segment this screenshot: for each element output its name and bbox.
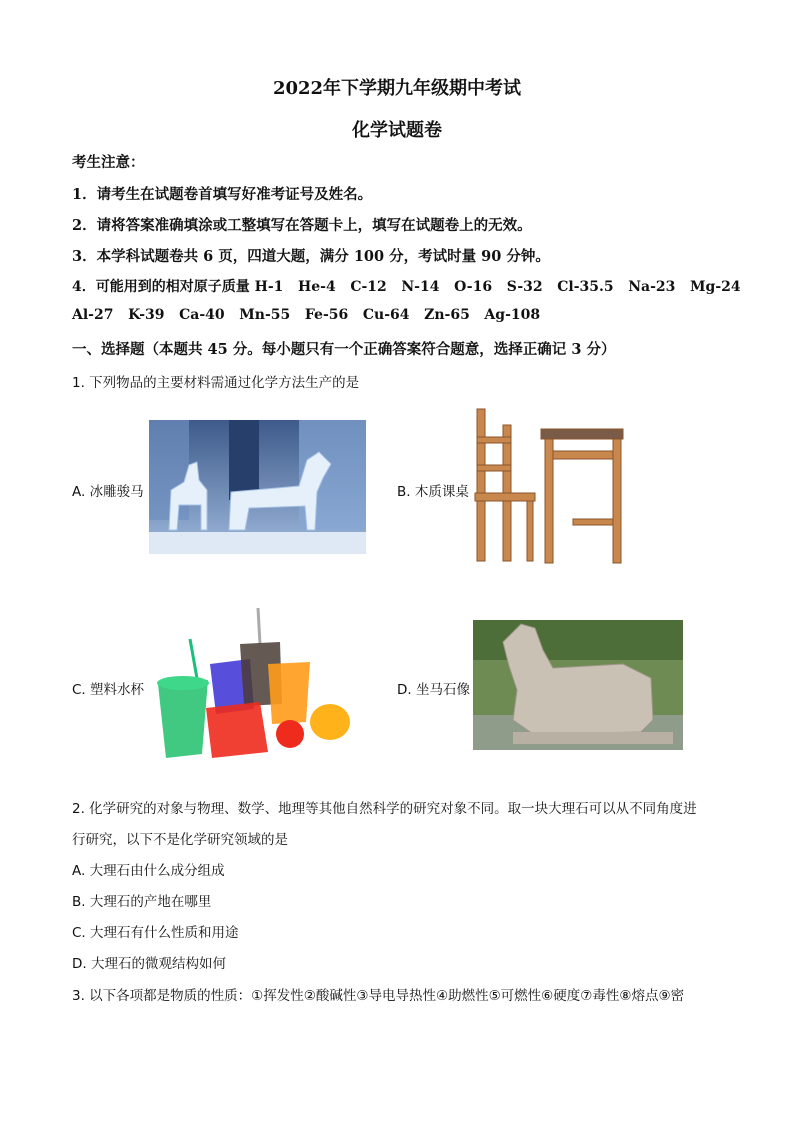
exam-subtitle: 化学试题卷 — [352, 120, 442, 141]
ice-horse-image — [149, 420, 366, 554]
question-2-stem-line2: 行研究，以下不是化学研究领域的是 — [72, 832, 288, 848]
q1-option-a: A. 冰雕骏马 — [72, 484, 144, 500]
notice-heading: 考生注意： — [72, 154, 145, 171]
section-heading: 一、选择题（本题共 45 分。每小题只有一个正确答案符合题意，选择正确记 3 分） — [72, 341, 616, 358]
q1-option-b: B. 木质课桌 — [397, 484, 469, 500]
question-3-stem: 3. 以下各项都是物质的性质：①挥发性②酸碱性③导电导热性④助燃性⑤可燃性⑥硬度⑦毒性⑧熔点⑨密 — [72, 988, 685, 1004]
notice-item-3: 3．本学科试题卷共 6 页，四道大题，满分 100 分，考试时量 90 分钟。 — [72, 248, 550, 265]
q2-option-b: B. 大理石的产地在哪里 — [72, 894, 212, 910]
q2-option-a: A. 大理石由什么成分组成 — [72, 863, 225, 879]
plastic-cups-image — [150, 604, 356, 772]
notice-item-1: 1．请考生在试题卷首填写好准考证号及姓名。 — [72, 186, 373, 203]
q2-option-c: C. 大理石有什么性质和用途 — [72, 925, 239, 941]
notice-item-2: 2．请将答案准确填涂或工整填写在答题卡上，填写在试题卷上的无效。 — [72, 217, 532, 234]
question-1-stem: 1. 下列物品的主要材料需通过化学方法生产的是 — [72, 375, 360, 391]
q2-option-d: D. 大理石的微观结构如何 — [72, 956, 226, 972]
question-2-stem-line1: 2. 化学研究的对象与物理、数学、地理等其他自然科学的研究对象不同。取一块大理石可以从不同角度进 — [72, 801, 697, 817]
exam-title: 2022年下学期九年级期中考试 — [272, 78, 522, 99]
q1-option-c: C. 塑料水杯 — [72, 682, 145, 698]
notice-item-4-cont: Al-27 K-39 Ca-40 Mn-55 Fe-56 Cu-64 Zn-65 Ag-108 — [72, 307, 541, 323]
stone-horse-image — [473, 620, 683, 750]
notice-item-4: 4．可能用到的相对原子质量 H-1 He-4 C-12 N-14 O-16 S-32 Cl-35.5 Na-23 Mg-24 — [72, 279, 741, 295]
q1-option-d: D. 坐马石像 — [397, 682, 470, 698]
wooden-desk-image — [473, 407, 628, 569]
